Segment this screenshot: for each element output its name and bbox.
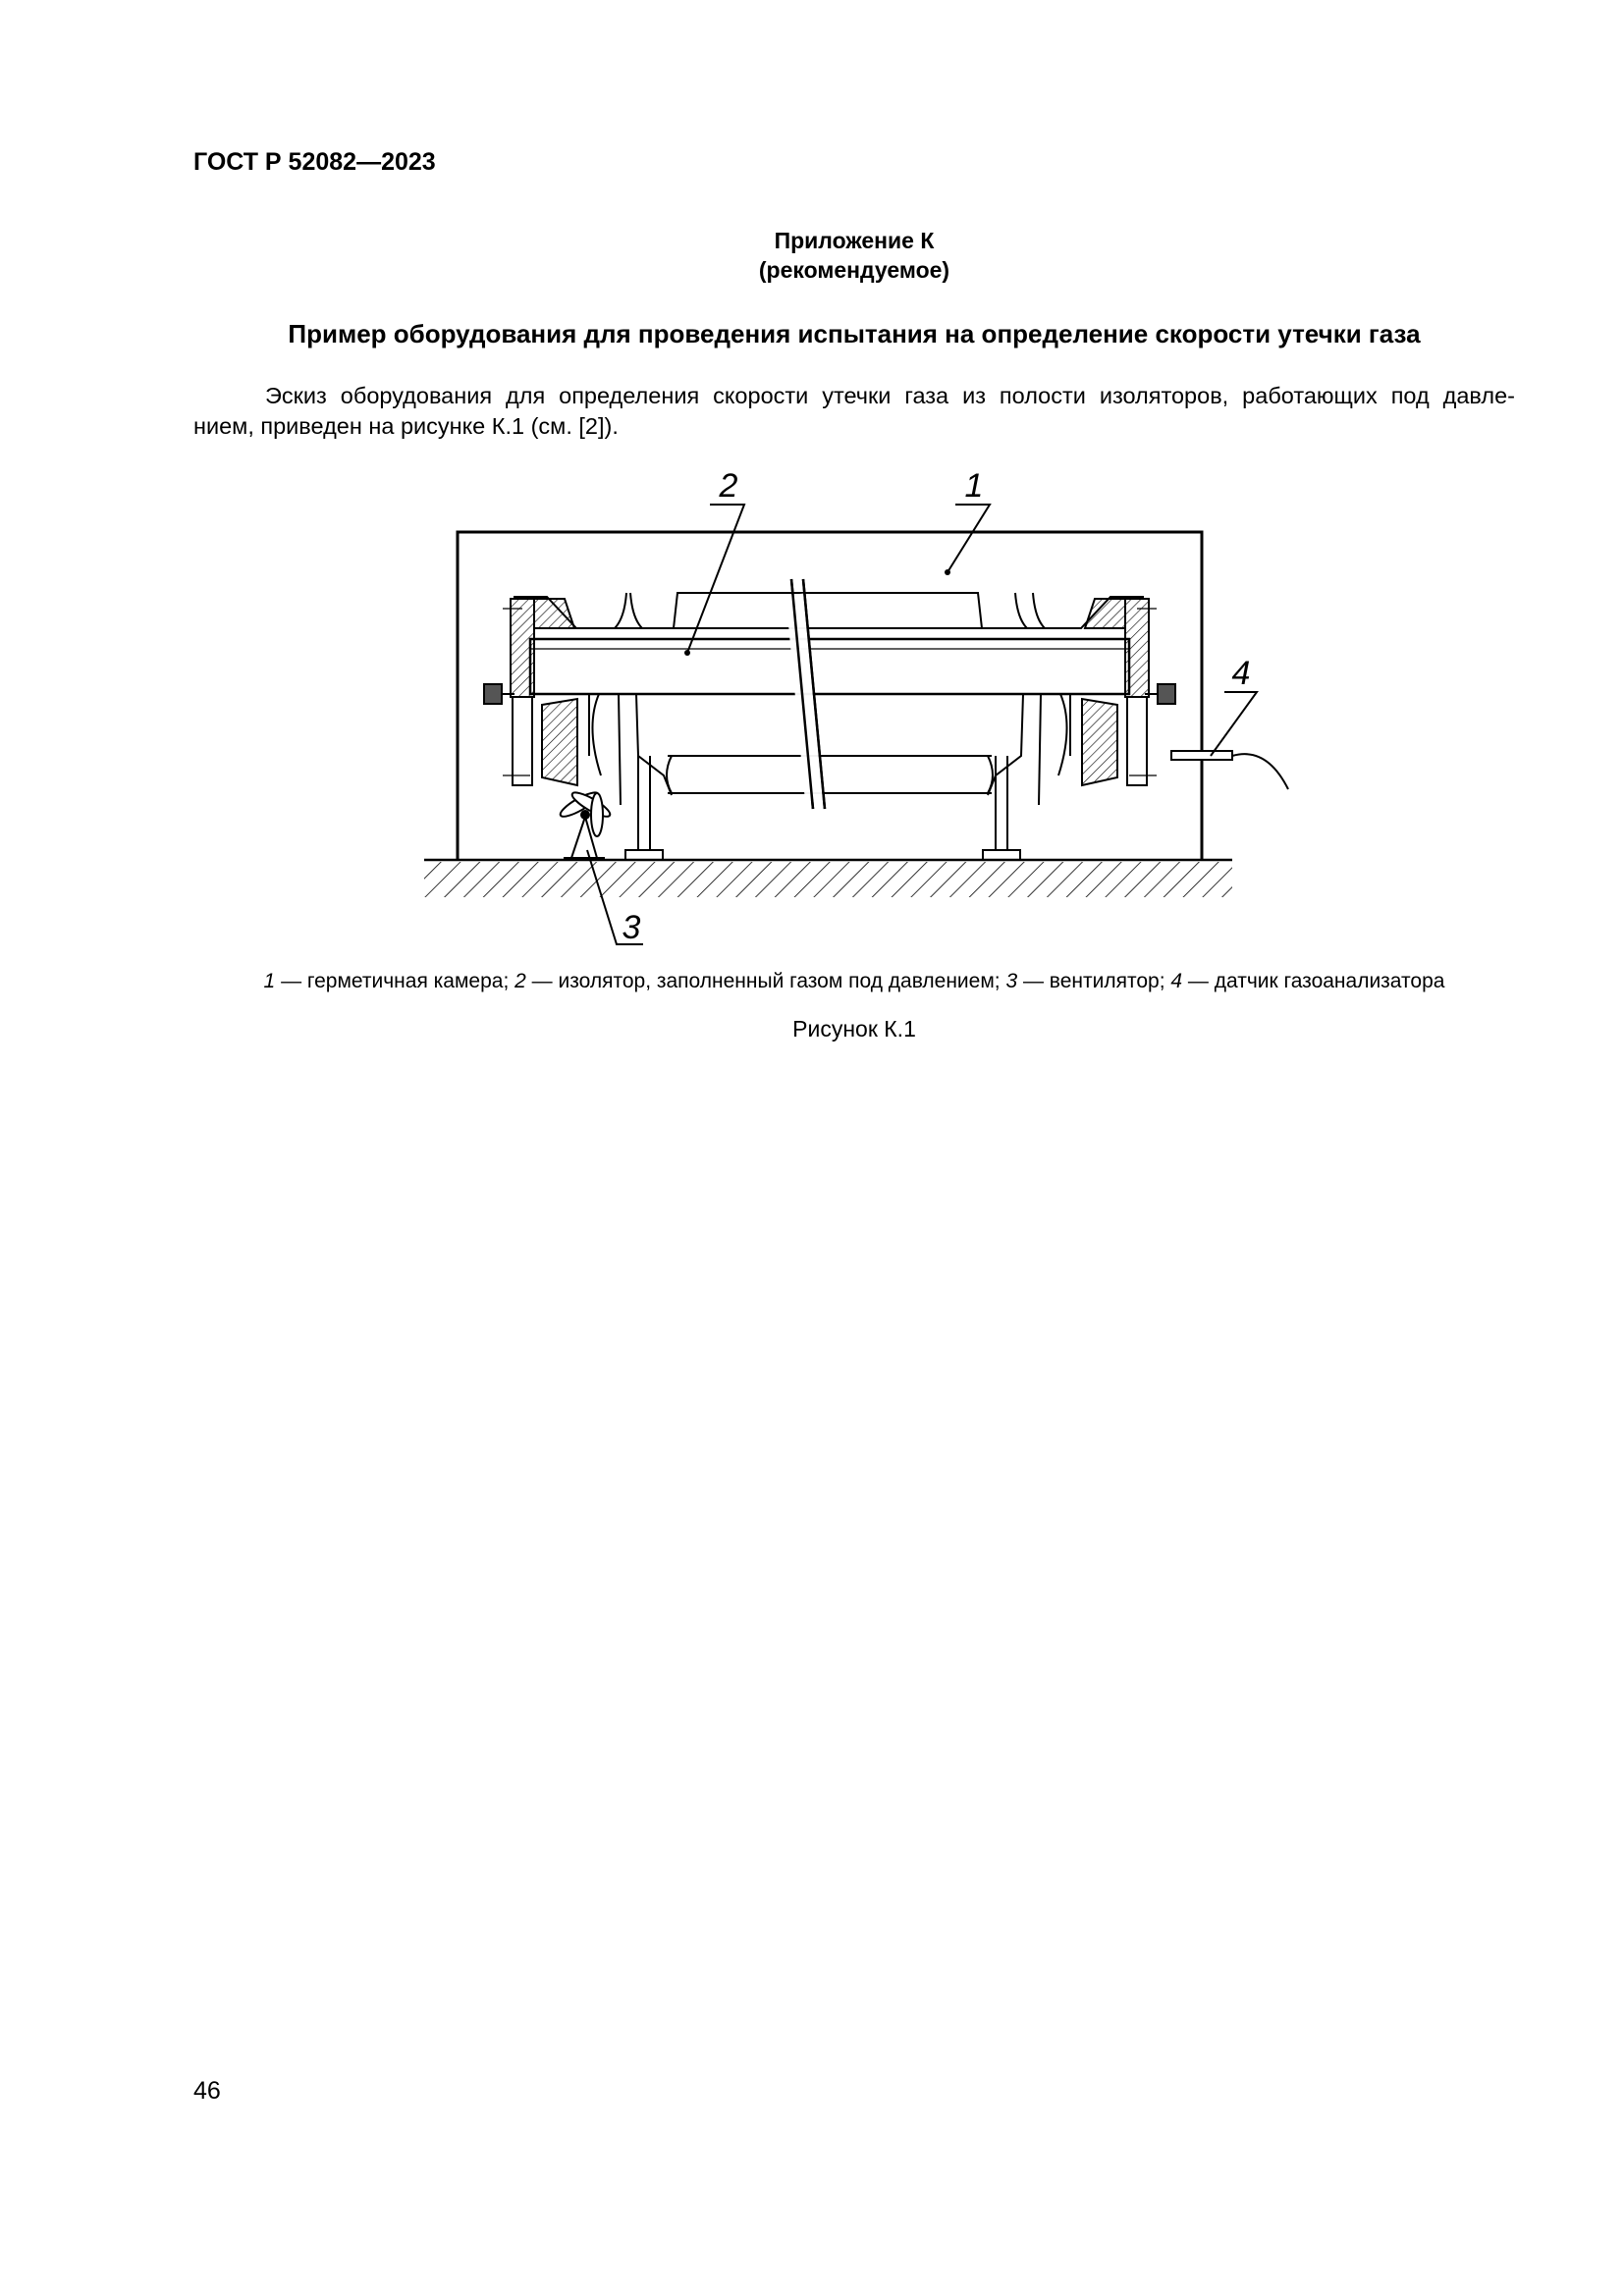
callout-4: 4 — [1231, 655, 1251, 692]
callout-2: 2 — [719, 467, 738, 505]
callout-1: 1 — [964, 467, 984, 505]
gas-sensor — [1171, 751, 1232, 760]
legend-num-4: 4 — [1170, 970, 1183, 992]
legend-text-1: — герметичная камера; — [275, 970, 515, 992]
bolt-left — [484, 684, 502, 704]
bolt-right — [1158, 684, 1175, 704]
body-line-1: Эскиз оборудования для определения скорости утечки газа из полости изоляторов, работающих под давле- — [265, 383, 1515, 408]
figure-legend — [0, 970, 1624, 993]
section-title: Пример оборудования для проведения испытания на определение скорости утечки газа — [288, 319, 1421, 348]
ground — [424, 860, 1232, 897]
legend-text-2: — изолятор, заполненный газом под давлением; — [525, 970, 1006, 992]
legend-text-4: — датчик газоанализатора — [1182, 970, 1445, 992]
legend-num-1: 1 — [263, 970, 276, 992]
legend-text-3: — вентилятор; — [1017, 970, 1171, 992]
appendix-title: Приложение К — [774, 228, 935, 253]
figure-k1-drawing — [0, 0, 1624, 982]
fan-icon — [558, 788, 613, 858]
hatch-pattern — [424, 862, 1232, 897]
figure-label: Рисунок К.1 — [792, 1016, 916, 1041]
legend-num-2: 2 — [514, 970, 526, 992]
document-header: ГОСТ Р 52082—2023 — [193, 148, 436, 176]
page-number: 46 — [193, 2077, 221, 2105]
appendix-status: (рекомендуемое) — [758, 257, 950, 283]
callout-3: 3 — [622, 909, 641, 946]
body-line-2: нием, приведен на рисунке К.1 (см. [2]). — [193, 413, 619, 439]
legend-num-3: 3 — [1005, 970, 1018, 992]
